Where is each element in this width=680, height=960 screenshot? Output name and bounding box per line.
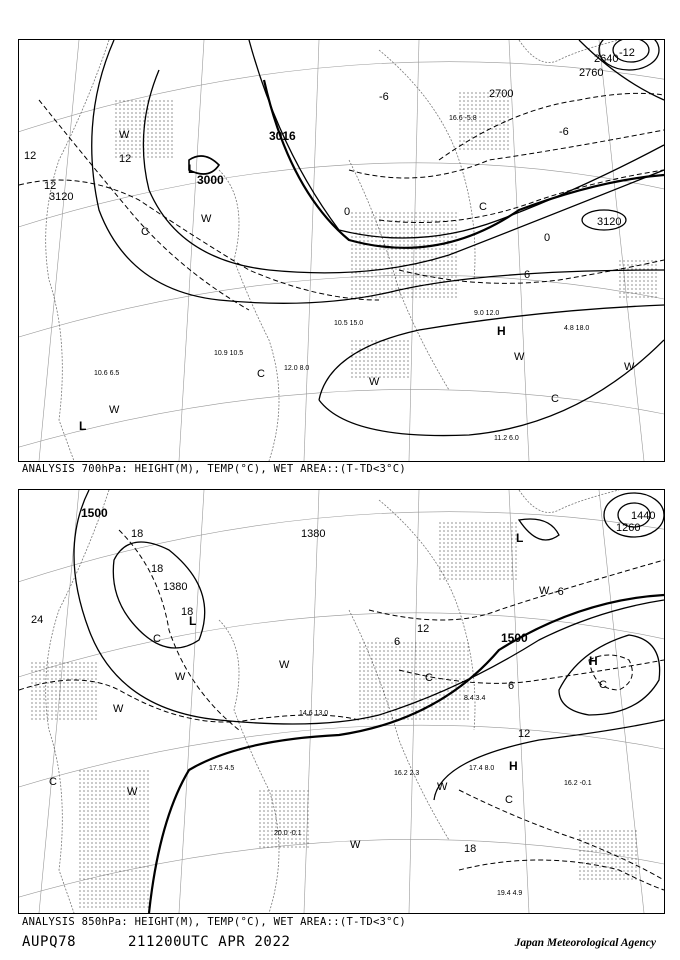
height-label: 1500 (501, 631, 528, 645)
weather-map-700hpa (19, 40, 664, 461)
station-plot: 16.2 2.3 (394, 770, 420, 777)
wet-area-stipple (114, 90, 659, 380)
height-label: 2760 (579, 67, 604, 79)
height-label: 3000 (197, 173, 224, 187)
temp-label: 18 (151, 563, 164, 575)
warm-center: W (350, 839, 361, 851)
station-plot: 10.6 6.5 (94, 370, 120, 377)
station-plot: 10.5 15.0 (334, 320, 364, 327)
height-label: 1380 (163, 581, 188, 593)
station-plot: 19.4 4.9 (497, 890, 523, 897)
height-label: 1380 (301, 528, 326, 540)
warm-center: W (109, 404, 120, 416)
high-center: H (589, 654, 598, 668)
station-plot: 10.9 10.5 (214, 350, 244, 357)
temp-label: 18 (131, 528, 144, 540)
temp-label: 18 (464, 843, 477, 855)
high-center: H (497, 324, 506, 338)
contour-labels (24, 47, 635, 281)
height-label: 1440 (631, 510, 656, 522)
cold-center: C (551, 393, 559, 405)
warm-center: W (539, 585, 550, 597)
temp-label: 24 (31, 614, 44, 626)
high-center: H (509, 759, 518, 773)
temp-label: 12 (518, 728, 531, 740)
valid-time: 211200UTC APR 2022 (128, 934, 291, 950)
station-plot: 16.6 -5.8 (449, 115, 477, 122)
warm-center: W (369, 376, 380, 388)
station-plot: 17.4 8.0 (469, 765, 495, 772)
warm-center: W (113, 703, 124, 715)
cold-center: C (505, 794, 513, 806)
warm-center: W (279, 659, 290, 671)
warm-center: W (437, 781, 448, 793)
map-panel-700hpa (18, 39, 665, 462)
bulletin-id: AUPQ78 (22, 934, 77, 950)
height-label: 3016 (269, 129, 296, 143)
station-plot: 9.0 12.0 (474, 310, 500, 317)
weather-map-850hpa (19, 490, 664, 913)
cold-center: C (599, 679, 607, 691)
temp-label: 0 (344, 206, 351, 218)
station-plot: 14.6 13.0 (299, 710, 329, 717)
low-center: L (79, 419, 87, 433)
cold-center: C (153, 633, 161, 645)
height-label: 2700 (489, 88, 514, 100)
station-plot: 20.0 -0.1 (274, 830, 302, 837)
cold-center: C (141, 226, 149, 238)
agency-credit: Japan Meteorological Agency (514, 937, 656, 949)
temp-label: 6 (394, 636, 401, 648)
warm-center: W (127, 786, 138, 798)
height-label: 1500 (81, 506, 108, 520)
temp-label: -6 (379, 91, 389, 103)
cold-center: C (257, 368, 265, 380)
warm-center: W (119, 129, 130, 141)
temp-label: 6 (524, 269, 531, 281)
station-plot: 16.2 -0.1 (564, 780, 592, 787)
low-center: L (188, 162, 196, 176)
low-center: L (189, 614, 197, 628)
caption-850hpa: ANALYSIS 850hPa: HEIGHT(M), TEMP(°C), WET AREA::(T-TD<3°C) (22, 916, 407, 928)
warm-center: W (175, 671, 186, 683)
station-plot: 8.4 3.4 (464, 695, 486, 702)
station-plot: 12.0 8.0 (284, 365, 310, 372)
warm-center: W (624, 361, 635, 373)
height-label: 3120 (49, 191, 74, 203)
wet-area-stipple (29, 520, 639, 910)
temp-label: 12 (44, 180, 57, 192)
cold-center: C (479, 201, 487, 213)
temp-label: -6 (554, 586, 564, 598)
station-plot: 11.2 6.0 (494, 435, 519, 442)
temp-label: 0 (544, 232, 551, 244)
temp-label: 18 (181, 606, 194, 618)
temp-label: 6 (508, 680, 515, 692)
temp-label: 12 (119, 153, 132, 165)
temp-label: -12 (619, 47, 635, 59)
map-panel-850hpa (18, 489, 665, 914)
cold-center: C (425, 672, 433, 684)
temp-label: 12 (24, 150, 37, 162)
cold-center: C (49, 776, 57, 788)
temp-label: -6 (559, 126, 569, 138)
station-plot: 17.5 4.5 (209, 765, 235, 772)
height-label: 2640 (594, 53, 619, 65)
caption-700hpa: ANALYSIS 700hPa: HEIGHT(M), TEMP(°C), WET AREA::(T-TD<3°C) (22, 463, 407, 475)
low-center: L (516, 531, 524, 545)
station-plot: 4.8 18.0 (564, 325, 590, 332)
height-label: 3120 (597, 216, 622, 228)
height-label: 1260 (616, 522, 641, 534)
temp-label: 12 (417, 623, 430, 635)
warm-center: W (201, 213, 212, 225)
warm-center: W (514, 351, 525, 363)
